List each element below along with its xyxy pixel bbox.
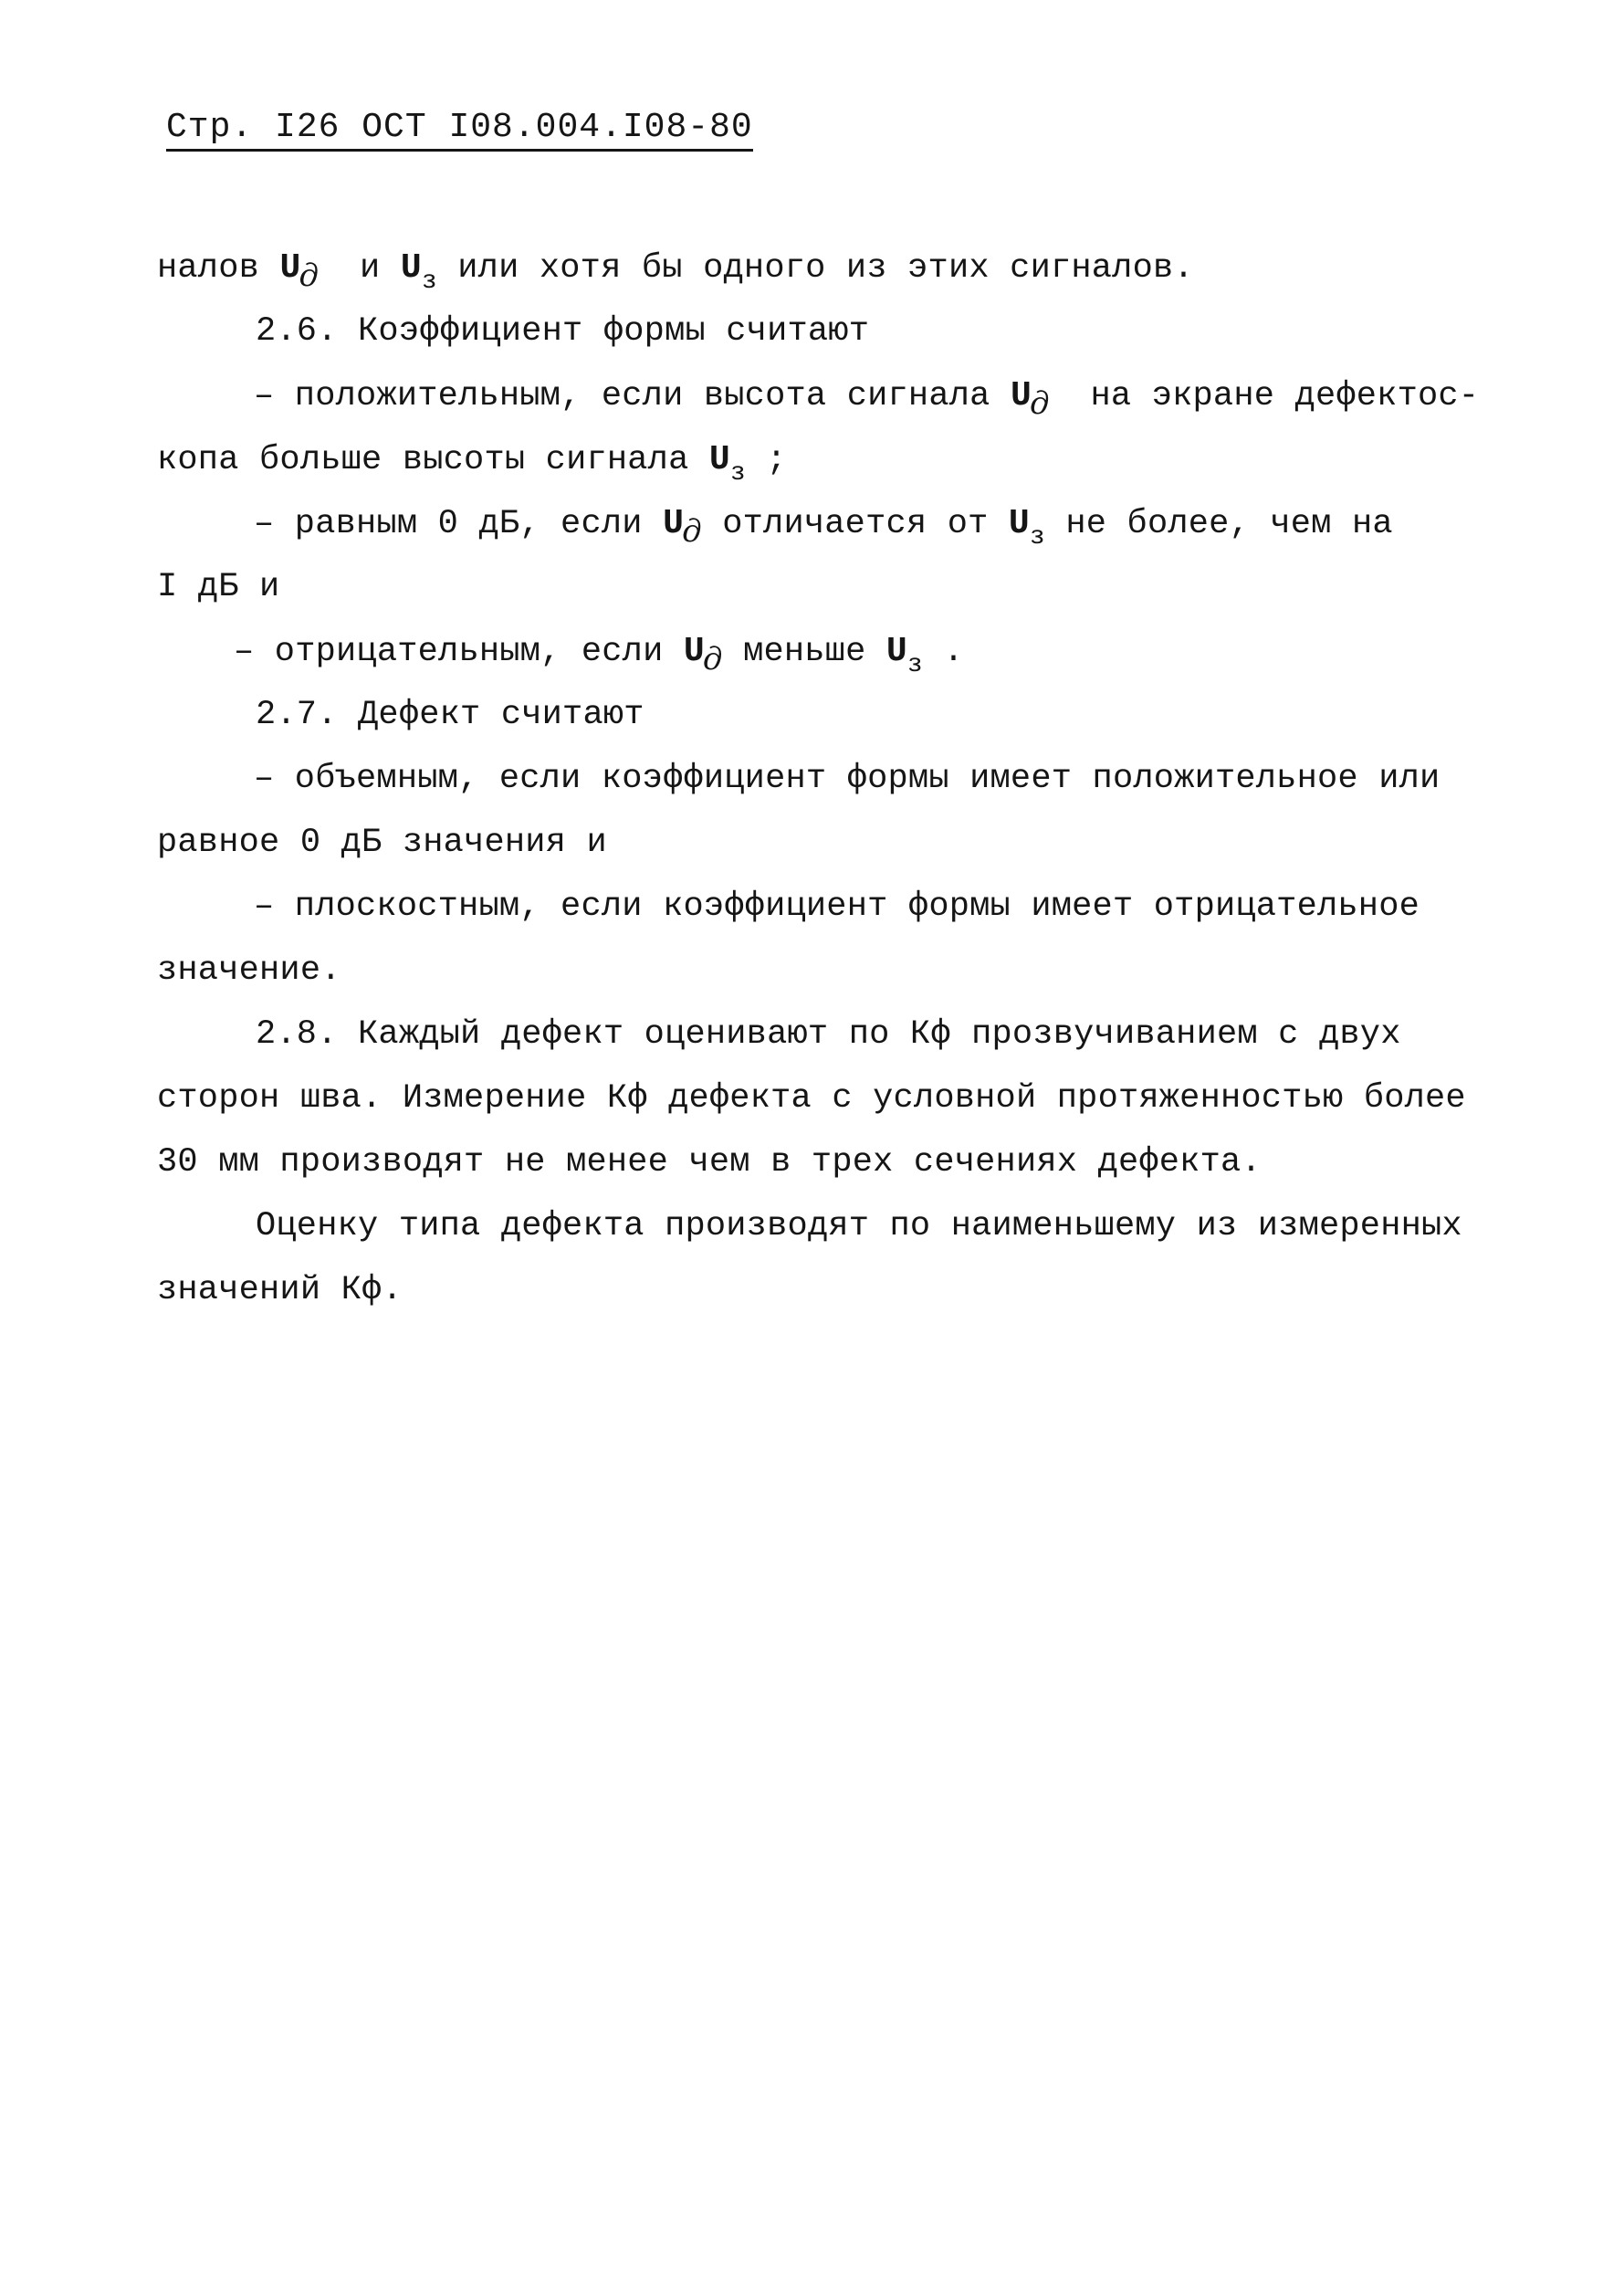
text-fragment: и	[360, 249, 381, 288]
text-fragment: – объемным, если коэффициент формы имеет положительное или	[254, 760, 1441, 798]
text-fragment: .	[943, 633, 964, 671]
signal-u-symbol: U	[885, 632, 907, 671]
text-line-4	[157, 440, 787, 488]
text-fragment: – равным 0 дБ, если	[254, 505, 643, 543]
text-fragment: копа больше высоты сигнала	[157, 441, 689, 479]
text-line-9	[254, 760, 1440, 798]
text-line-5	[254, 504, 1393, 551]
text-fragment: – положительным, если высота сигнала	[254, 377, 990, 415]
page-header-text: Стр. I26 ОСТ I08.004.I08-80	[166, 108, 753, 152]
text-fragment: не более, чем на	[1065, 505, 1393, 543]
subscript-z: з	[906, 651, 923, 679]
text-line-10	[157, 824, 607, 862]
text-fragment: значений Кф.	[157, 1271, 403, 1309]
subscript-d: д	[682, 513, 702, 550]
text-fragment: – отрицательным, если	[234, 633, 664, 671]
subscript-z: з	[421, 268, 437, 296]
signal-u-symbol: U	[663, 504, 685, 543]
text-line-15	[157, 1143, 1262, 1182]
text-line-3	[254, 376, 1480, 422]
text-fragment: или хотя бы одного из этих сигналов.	[457, 249, 1194, 288]
text-fragment: I дБ и	[157, 568, 280, 606]
text-line-6	[157, 568, 279, 606]
text-line-2	[256, 312, 869, 351]
signal-u-symbol: U	[400, 248, 422, 288]
text-fragment: 30 мм производят не менее чем в трех сечениях дефекта.	[157, 1143, 1262, 1182]
text-line-8	[256, 696, 644, 734]
text-fragment: налов	[157, 249, 260, 288]
text-fragment: ;	[766, 441, 787, 479]
text-fragment: сторон шва. Измерение Кф дефекта с условной протяженностью более	[157, 1079, 1466, 1118]
text-line-7	[234, 632, 964, 679]
subscript-z: з	[729, 459, 746, 488]
signal-u-symbol: U	[708, 440, 730, 479]
signal-u-symbol: U	[1008, 504, 1030, 543]
section-2-7-heading: 2.7. Дефект считают	[256, 696, 644, 734]
section-2-6-heading: 2.6. Коэффициент формы считают	[256, 312, 870, 351]
text-line-14	[157, 1079, 1466, 1118]
text-fragment: на экране дефектос-	[1090, 377, 1480, 415]
text-fragment: меньше	[743, 633, 866, 671]
text-fragment: Оценку типа дефекта производят по наименьшему из измеренных	[256, 1207, 1462, 1245]
text-line-16	[256, 1207, 1462, 1245]
text-fragment: – плоскостным, если коэффициент формы имеет отрицательное	[254, 888, 1420, 926]
section-2-8-text: 2.8. Каждый дефект оценивают по Кф прозвучиванием с двух	[256, 1015, 1401, 1054]
signal-u-symbol: U	[279, 248, 301, 288]
text-line-12	[157, 951, 341, 990]
text-fragment: отличается от	[722, 505, 989, 543]
signal-u-symbol: U	[1010, 376, 1032, 415]
text-line-1	[157, 248, 1194, 296]
subscript-d: д	[299, 257, 320, 294]
subscript-d: д	[1029, 385, 1050, 422]
signal-u-symbol: U	[683, 632, 705, 671]
page-header	[166, 108, 753, 147]
text-line-11	[254, 888, 1420, 926]
text-line-17	[157, 1271, 403, 1309]
text-fragment: значение.	[157, 951, 341, 990]
text-fragment: равное 0 дБ значения и	[157, 824, 607, 862]
text-line-13	[256, 1015, 1401, 1054]
subscript-z: з	[1029, 523, 1045, 551]
subscript-d: д	[702, 641, 723, 678]
